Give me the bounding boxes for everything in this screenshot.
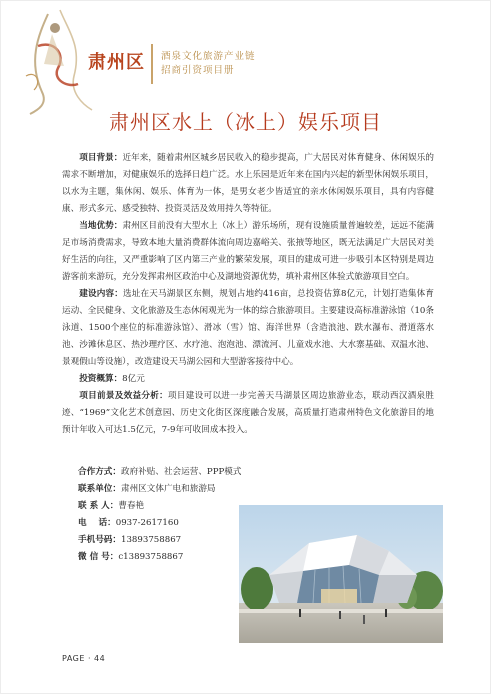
prospect-text: 项目建设可以进一步完善天马湖景区周边旅游业态，联动西汉酒泉胜迹、“1969”文化艺术创意园、历史文化街区深度融合发展，高质量打造肃州特色文化旅游目的地预计年收入可达1.5亿元，7-9年可收回成本投入。 [62, 391, 434, 435]
advantage-text: 肃州区目前没有大型水上（冰上）游乐场所，现有设施质量普遍较差，远远不能满足市场消费需求，导致本地大量消费群体流向周边嘉峪关、张掖等地区，既无法满足广大居民对美好生活的向往，又严重影响了区内第三产业的繁荣发展，项目的建成可进一步吸引本区特别是周边游客前来游玩，充分发挥肃州区政治中心及湖地资源优势，填补肃州区体验式旅游项目空白。 [62, 221, 434, 282]
content-paragraph [62, 286, 434, 371]
investment-paragraph [62, 371, 434, 388]
prospect-label: 项目前景及效益分析： [79, 391, 168, 401]
wechat-row [78, 549, 183, 566]
phone-row [78, 515, 179, 532]
background-paragraph [62, 150, 434, 218]
phone-label: 电 话： [78, 518, 116, 528]
advantage-label: 当地优势： [79, 221, 123, 231]
wechat-label: 微 信 号： [78, 552, 119, 562]
person-label: 联 系 人： [78, 501, 119, 511]
brochure-subtitle-line2: 招商引资项目册 [161, 65, 235, 76]
investment-text: 8亿元 [122, 374, 145, 384]
person-value: 曹春艳 [118, 501, 145, 511]
mobile-value: 13893758867 [120, 535, 182, 545]
investment-label: 投资概算： [79, 374, 123, 384]
advantage-paragraph [62, 218, 434, 286]
mobile-label: 手机号码： [78, 535, 121, 545]
unit-value: 肃州区文体广电和旅游局 [120, 484, 216, 494]
person-row [78, 498, 144, 515]
unit-label: 联系单位： [78, 484, 121, 494]
content-text: 选址在天马湖景区东侧，规划占地约416亩，总投资估算8亿元，计划打造集体育运动、全民健身、文化旅游及生态休闲观光为一体的综合旅游项目。主要建设高标准游泳馆（10条泳道、1500个座位的标准游泳馆）、滑冰（雪）馆、海洋世界（含造浪池、跌水瀑布、滑道落水池、沙滩休息区、热沙理疗区、水疗池、泡泡池、漂流河、儿童戏水池、大水寨基础、双温水池、景观假山等设施），改造建设天马湖公园和大型游客接待中心。 [62, 289, 434, 367]
cooperation-label: 合作方式： [78, 467, 121, 477]
district-logo-text: 肃州区 [88, 52, 145, 73]
cooperation-value: 政府补贴、社会运营、PPP模式 [120, 467, 242, 477]
project-body [62, 150, 434, 439]
wechat-value: c13893758867 [118, 552, 184, 562]
phone-value: 0937-2617160 [115, 518, 179, 528]
background-text: 近年来，随着肃州区城乡居民收入的稳步提高，广大居民对体育健身、休闲娱乐的需求不断增加，对健康娱乐的选择日趋广泛。水上乐园是近年来在国内兴起的新型休闲娱乐项目，以水为主题，集休闲、娱乐、体育为一体，是男女老少皆适宜的亲水休闲娱乐项目，具有内容健康、形式多元、感受独特、投资灵活及效用持久等特征。 [62, 153, 434, 214]
venue-rendering-image [239, 505, 443, 643]
prospect-paragraph [62, 388, 434, 439]
district-logo [88, 44, 154, 78]
brochure-subtitle-line1: 酒泉文化旅游产业链 [161, 51, 256, 62]
page-number: PAGE · 44 [62, 654, 106, 663]
content-label: 建设内容： [79, 289, 123, 299]
background-label: 项目背景： [79, 153, 123, 163]
mobile-row [78, 532, 181, 549]
logo-divider [151, 44, 153, 84]
page-title: 肃州区水上（冰上）娱乐项目 [109, 110, 382, 134]
cooperation-row [78, 464, 241, 481]
unit-row [78, 481, 216, 498]
